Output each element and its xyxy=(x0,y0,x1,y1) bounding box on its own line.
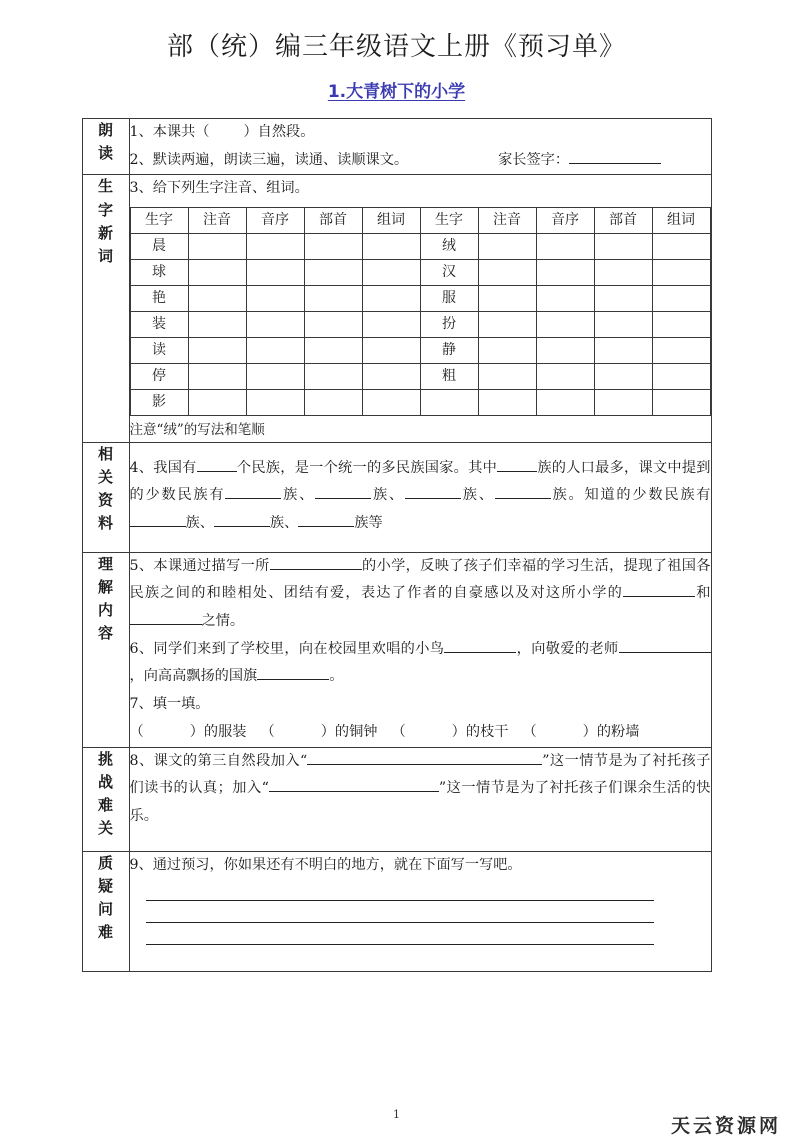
materials-t9: 族、 xyxy=(269,515,299,532)
answer-cell[interactable] xyxy=(246,338,304,364)
section-label-reading-text: 朗读 xyxy=(97,121,113,163)
answer-cell[interactable] xyxy=(188,234,246,260)
q5-d: 之情。 xyxy=(201,613,245,630)
answer-cell[interactable] xyxy=(478,364,536,390)
comprehension-item-7-blanks xyxy=(130,719,711,747)
new-words-note: 注意“绒”的写法和笔顺 xyxy=(129,422,265,439)
answer-cell[interactable] xyxy=(652,390,710,416)
answer-cell[interactable] xyxy=(478,234,536,260)
answer-cell[interactable] xyxy=(304,286,362,312)
section-body-comprehension xyxy=(129,552,711,747)
materials-t3: 族的人口最多，课文中提到的少数民族有 xyxy=(129,459,711,504)
section-body-questions xyxy=(129,851,711,972)
col-header: 部首 xyxy=(304,208,362,234)
section-row-materials xyxy=(82,442,711,552)
materials-t7: 族。知道的少数民族有 xyxy=(550,487,711,504)
signature-label: 家长签字： xyxy=(498,151,570,168)
section-label-challenge-text: 挑战难关 xyxy=(97,749,113,838)
character-cell: 影 xyxy=(130,390,188,416)
fill-paren[interactable]: （ ） xyxy=(522,723,597,740)
section-row-new-words xyxy=(82,175,711,442)
section-label-comprehension-text: 理解内容 xyxy=(97,554,113,643)
answer-cell[interactable] xyxy=(652,260,710,286)
answer-line[interactable] xyxy=(146,944,654,945)
section-label-materials xyxy=(82,442,129,552)
character-cell: 装 xyxy=(130,312,188,338)
answer-cell[interactable] xyxy=(594,338,652,364)
answer-cell[interactable] xyxy=(246,260,304,286)
q6-blank[interactable] xyxy=(444,638,516,653)
answer-cell[interactable] xyxy=(536,364,594,390)
table-row xyxy=(130,260,710,286)
character-cell: 晨 xyxy=(130,234,188,260)
answer-cell[interactable] xyxy=(652,234,710,260)
materials-t6: 族、 xyxy=(460,487,495,504)
section-label-materials-text: 相关资料 xyxy=(97,444,113,533)
answer-line[interactable] xyxy=(146,900,654,901)
section-body-challenge xyxy=(129,747,711,851)
answer-cell[interactable] xyxy=(652,312,710,338)
character-cell xyxy=(420,390,478,416)
character-cell: 球 xyxy=(130,260,188,286)
col-header: 生字 xyxy=(130,208,188,234)
materials-blank[interactable] xyxy=(130,512,186,527)
answer-cell[interactable] xyxy=(304,390,362,416)
answer-cell[interactable] xyxy=(304,234,362,260)
answer-cell[interactable] xyxy=(478,312,536,338)
character-cell: 扮 xyxy=(420,312,478,338)
answer-cell[interactable] xyxy=(362,286,420,312)
materials-blank[interactable] xyxy=(298,512,354,527)
q6-c: ，向高高飘扬的国旗 xyxy=(129,668,258,685)
table-row xyxy=(130,338,710,364)
watermark: 天云资源网 xyxy=(670,1115,781,1137)
answer-cell[interactable] xyxy=(478,286,536,312)
lesson-title-wrap xyxy=(0,77,793,102)
answer-cell[interactable] xyxy=(536,234,594,260)
col-header: 组词 xyxy=(362,208,420,234)
q7-item-label: 的枝干 xyxy=(465,723,509,740)
table-row xyxy=(130,312,710,338)
answer-cell[interactable] xyxy=(478,338,536,364)
character-cell: 静 xyxy=(420,338,478,364)
section-row-reading xyxy=(82,119,711,175)
page-number: 1 xyxy=(393,1108,400,1121)
answer-cell[interactable] xyxy=(594,312,652,338)
q7-item-label: 的服装 xyxy=(203,723,247,740)
q7-item-label: 的铜钟 xyxy=(334,723,378,740)
answer-cell[interactable] xyxy=(362,364,420,390)
answer-cell[interactable] xyxy=(594,364,652,390)
materials-blank[interactable] xyxy=(497,456,537,471)
character-cell: 艳 xyxy=(130,286,188,312)
answer-cell[interactable] xyxy=(594,260,652,286)
answer-cell[interactable] xyxy=(478,390,536,416)
section-row-challenge xyxy=(82,747,711,851)
characters-header-row xyxy=(130,208,710,234)
q5-blank[interactable] xyxy=(270,555,362,570)
answer-cell[interactable] xyxy=(304,364,362,390)
answer-cell[interactable] xyxy=(536,286,594,312)
answer-cell[interactable] xyxy=(536,338,594,364)
section-row-questions xyxy=(82,851,711,972)
c8-c: ”这一情节是为了衬托孩子们课余生活的快乐。 xyxy=(129,780,711,824)
answer-cell[interactable] xyxy=(594,286,652,312)
section-label-comprehension xyxy=(82,552,129,747)
lesson-title: 1.大青树下的小学 xyxy=(327,82,466,102)
c8-blank[interactable] xyxy=(307,749,542,764)
col-header: 部首 xyxy=(594,208,652,234)
new-words-intro: 3、给下列生字注音、组词。 xyxy=(129,180,309,197)
character-cell: 停 xyxy=(130,364,188,390)
challenge-item-8 xyxy=(130,748,711,831)
answer-cell[interactable] xyxy=(188,260,246,286)
table-row xyxy=(130,234,710,260)
answer-cell[interactable] xyxy=(188,390,246,416)
fill-paren[interactable]: （ ） xyxy=(260,723,335,740)
answer-cell[interactable] xyxy=(304,338,362,364)
answer-cell[interactable] xyxy=(536,390,594,416)
materials-blank[interactable] xyxy=(495,484,551,499)
section-label-reading xyxy=(82,119,129,175)
col-header: 音序 xyxy=(536,208,594,234)
reading-item-2 xyxy=(130,147,711,175)
character-cell: 粗 xyxy=(420,364,478,390)
answer-cell[interactable] xyxy=(362,260,420,286)
fill-paren[interactable]: （ ） xyxy=(129,723,204,740)
character-cell: 读 xyxy=(130,338,188,364)
answer-cell[interactable] xyxy=(188,312,246,338)
col-header: 音序 xyxy=(246,208,304,234)
materials-t10: 族等 xyxy=(354,515,383,532)
table-row xyxy=(130,286,710,312)
section-body-materials xyxy=(129,442,711,552)
page-title: 部（统）编三年级语文上册《预习单》 xyxy=(166,32,626,62)
comprehension-item-5 xyxy=(130,553,711,636)
reading-item-1-suffix: ）自然段。 xyxy=(243,124,315,140)
worksheet-page xyxy=(0,26,793,1148)
materials-blank[interactable] xyxy=(197,456,237,471)
character-cell: 汉 xyxy=(420,260,478,286)
character-cell: 服 xyxy=(420,286,478,312)
q6-b: ，向敬爱的老师 xyxy=(516,640,619,657)
section-label-new-words-text: 生字新词 xyxy=(97,177,113,266)
c8-b: ”这一情节是为了衬托孩子们读书的认真；加入“ xyxy=(129,752,711,797)
questions-item-9: 9、通过预习，你如果还有不明白的地方，就在下面写一写吧。 xyxy=(129,856,522,873)
q5-blank[interactable] xyxy=(130,610,202,625)
materials-t5: 族、 xyxy=(371,487,405,504)
character-cell: 绒 xyxy=(420,234,478,260)
answer-cell[interactable] xyxy=(246,364,304,390)
answer-cell[interactable] xyxy=(188,338,246,364)
section-label-questions-text: 质疑问难 xyxy=(97,853,113,942)
comprehension-item-7-title: 7、填一填。 xyxy=(129,696,210,713)
characters-table-body xyxy=(130,208,710,416)
q5-b: 的小学，反映了孩子们幸福的学习生活，提现了祖国各民族之间的和睦相处、团结有爱，表达了作者的自豪感以及对这所小学的 xyxy=(129,557,711,602)
section-label-new-words xyxy=(82,175,129,442)
answer-cell[interactable] xyxy=(362,234,420,260)
signature-blank[interactable] xyxy=(569,149,661,164)
materials-t8: 族、 xyxy=(185,515,214,532)
answer-cell[interactable] xyxy=(536,312,594,338)
comprehension-item-6 xyxy=(130,636,711,691)
answer-cell[interactable] xyxy=(188,286,246,312)
section-label-questions xyxy=(82,851,129,972)
answer-cell[interactable] xyxy=(362,390,420,416)
q6-blank[interactable] xyxy=(257,665,329,680)
answer-cell[interactable] xyxy=(246,286,304,312)
answer-cell[interactable] xyxy=(246,312,304,338)
answer-cell[interactable] xyxy=(652,286,710,312)
q5-c: 和 xyxy=(695,585,711,602)
c8-blank[interactable] xyxy=(269,777,439,792)
answer-cell[interactable] xyxy=(246,234,304,260)
worksheet-table xyxy=(82,118,712,972)
reading-item-1 xyxy=(130,119,711,147)
answer-cell[interactable] xyxy=(188,364,246,390)
col-header: 生字 xyxy=(420,208,478,234)
materials-item-4 xyxy=(130,443,711,552)
answer-cell[interactable] xyxy=(362,338,420,364)
col-header: 注音 xyxy=(188,208,246,234)
materials-t4: 族、 xyxy=(281,487,316,504)
materials-blank[interactable] xyxy=(225,484,281,499)
answer-line[interactable] xyxy=(146,922,654,923)
answer-cell[interactable] xyxy=(478,260,536,286)
q6-blank[interactable] xyxy=(619,638,711,653)
answer-cell[interactable] xyxy=(652,338,710,364)
materials-t2: 个民族，是一个统一的多民族国家。其中 xyxy=(236,459,498,476)
q5-a: 5、本课通过描写一所 xyxy=(129,557,270,574)
section-body-new-words xyxy=(129,175,711,442)
col-header: 注音 xyxy=(478,208,536,234)
col-header: 组词 xyxy=(652,208,710,234)
materials-blank[interactable] xyxy=(315,484,371,499)
answer-cell[interactable] xyxy=(536,260,594,286)
characters-table xyxy=(130,207,711,416)
answer-cell[interactable] xyxy=(594,390,652,416)
section-body-reading xyxy=(129,119,711,175)
table-row xyxy=(130,390,710,416)
reading-item-2-text: 2、默读两遍，朗读三遍，读通、读顺课文。 xyxy=(129,151,409,168)
answer-cell[interactable] xyxy=(362,312,420,338)
materials-t1: 4、我国有 xyxy=(129,459,197,476)
materials-blank[interactable] xyxy=(405,484,461,499)
materials-blank[interactable] xyxy=(214,512,270,527)
answer-cell[interactable] xyxy=(594,234,652,260)
q6-d: 。 xyxy=(329,668,344,685)
answer-cell[interactable] xyxy=(246,390,304,416)
answer-cell[interactable] xyxy=(304,260,362,286)
q6-a: 6、同学们来到了学校里，向在校园里欢唱的小鸟 xyxy=(129,640,445,657)
reading-item-1-prefix: 1、本课共（ xyxy=(129,124,210,140)
q5-blank[interactable] xyxy=(623,582,695,597)
fill-paren[interactable]: （ ） xyxy=(391,723,466,740)
answer-cell[interactable] xyxy=(304,312,362,338)
section-row-comprehension xyxy=(82,552,711,747)
answer-cell[interactable] xyxy=(652,364,710,390)
c8-a: 8、课文的第三自然段加入“ xyxy=(129,752,308,769)
section-label-challenge xyxy=(82,747,129,851)
table-row xyxy=(130,364,710,390)
q7-item-label: 的粉墙 xyxy=(596,723,640,740)
